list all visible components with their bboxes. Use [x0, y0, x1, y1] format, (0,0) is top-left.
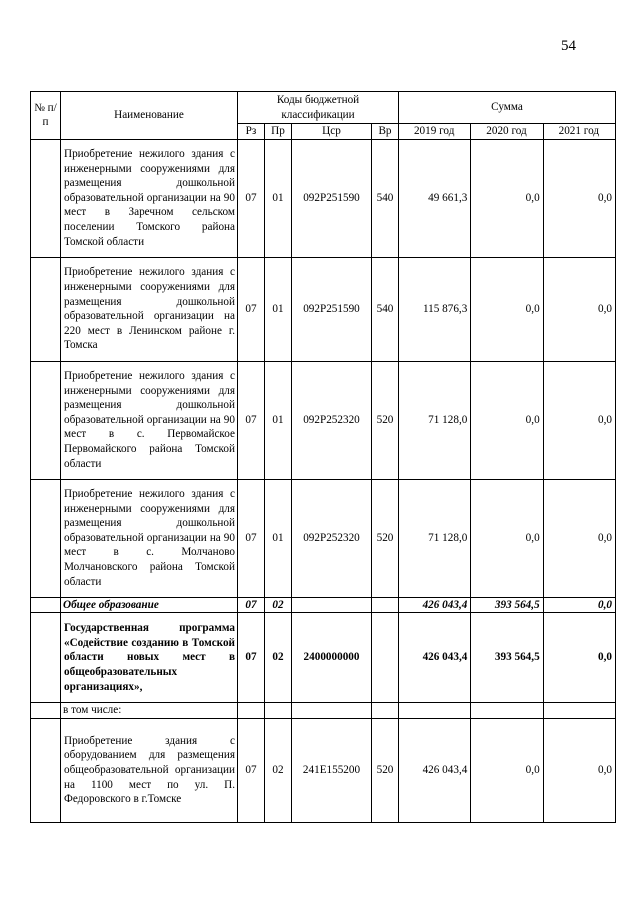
header-sum: Сумма: [399, 92, 616, 124]
row-2019: 115 876,3: [399, 257, 471, 361]
row-name: Приобретение нежилого здания с инженерными сооружениями для размещения дошкольной образовательной организации на 90 мест в Заречном сельском поселении Томского района Томской области: [61, 139, 238, 257]
row-2020: 0,0: [471, 139, 543, 257]
row-rz: 07: [238, 597, 265, 613]
header-pr: Пр: [265, 124, 292, 140]
row-pr: 01: [265, 257, 292, 361]
row-2019: 426 043,4: [399, 718, 471, 822]
row-num: [31, 613, 61, 703]
row-vr: 520: [372, 361, 399, 479]
row-name: Приобретение нежилого здания с инженерными сооружениями для размещения дошкольной образовательной организации на 90 мест в с. Молчаново Молчановского района Томской области: [61, 479, 238, 597]
row-2021: 0,0: [543, 613, 615, 703]
table-row: [31, 257, 616, 361]
row-name: в том числе:: [61, 703, 238, 719]
row-2021: 0,0: [543, 479, 615, 597]
row-csr: 2400000000: [292, 613, 372, 703]
row-num: [31, 361, 61, 479]
row-num: [31, 597, 61, 613]
page-number: 54: [561, 38, 576, 54]
table-row: [31, 479, 616, 597]
row-2019: 49 661,3: [399, 139, 471, 257]
header-2020: 2020 год: [471, 124, 543, 140]
row-rz: 07: [238, 361, 265, 479]
row-vr: 540: [372, 257, 399, 361]
row-rz: 07: [238, 139, 265, 257]
row-vr: [372, 613, 399, 703]
row-2019: 426 043,4: [399, 597, 471, 613]
row-csr: [292, 703, 372, 719]
row-2019: 71 128,0: [399, 479, 471, 597]
row-num: [31, 703, 61, 719]
row-pr: 02: [265, 597, 292, 613]
header-2021: 2021 год: [543, 124, 615, 140]
row-2019: 71 128,0: [399, 361, 471, 479]
row-2020: 0,0: [471, 361, 543, 479]
budget-table: [30, 91, 616, 823]
row-csr: 241E155200: [292, 718, 372, 822]
row-rz: 07: [238, 718, 265, 822]
row-name: Общее образование: [61, 597, 238, 613]
row-name: Государственная программа «Содействие созданию в Томской области новых мест в общеобразовательных организациях»,: [61, 613, 238, 703]
header-csr: Цср: [292, 124, 372, 140]
header-vr: Вр: [372, 124, 399, 140]
table-row: [31, 703, 616, 719]
row-rz: [238, 703, 265, 719]
row-pr: 01: [265, 479, 292, 597]
row-pr: 01: [265, 139, 292, 257]
row-name: Приобретение нежилого здания с инженерными сооружениями для размещения дошкольной образовательной организации на 220 мест в Ленинском районе г. Томска: [61, 257, 238, 361]
row-2021: [543, 703, 615, 719]
row-vr: 540: [372, 139, 399, 257]
row-2021: 0,0: [543, 597, 615, 613]
row-num: [31, 257, 61, 361]
row-name: Приобретение здания с оборудованием для размещения общеобразовательной организации на 1100 мест по ул. П. Федоровского в г.Томске: [61, 718, 238, 822]
table-row: [31, 361, 616, 479]
row-2019: [399, 703, 471, 719]
row-2020: 0,0: [471, 257, 543, 361]
row-pr: [265, 703, 292, 719]
row-2020: 0,0: [471, 479, 543, 597]
row-csr: 092P251590: [292, 257, 372, 361]
row-num: [31, 479, 61, 597]
row-pr: 02: [265, 718, 292, 822]
row-2021: 0,0: [543, 718, 615, 822]
row-csr: [292, 597, 372, 613]
row-pr: 01: [265, 361, 292, 479]
row-2020: 0,0: [471, 718, 543, 822]
row-vr: [372, 597, 399, 613]
row-2020: 393 564,5: [471, 597, 543, 613]
row-2021: 0,0: [543, 361, 615, 479]
row-2021: 0,0: [543, 139, 615, 257]
row-vr: 520: [372, 718, 399, 822]
table-row: [31, 139, 616, 257]
row-2021: 0,0: [543, 257, 615, 361]
table-row: [31, 718, 616, 822]
header-2019: 2019 год: [399, 124, 471, 140]
row-2020: [471, 703, 543, 719]
row-num: [31, 139, 61, 257]
row-rz: 07: [238, 257, 265, 361]
row-pr: 02: [265, 613, 292, 703]
row-num: [31, 718, 61, 822]
row-vr: [372, 703, 399, 719]
table-row: [31, 597, 616, 613]
header-num: № п/п: [31, 92, 61, 140]
row-rz: 07: [238, 479, 265, 597]
row-csr: 092P252320: [292, 479, 372, 597]
table-row: [31, 613, 616, 703]
header-name: Наименование: [61, 92, 238, 140]
row-2020: 393 564,5: [471, 613, 543, 703]
row-name: Приобретение нежилого здания с инженерными сооружениями для размещения дошкольной образовательной организации на 90 мест в с. Первомайское Первомайского района Томской области: [61, 361, 238, 479]
header-codes: Коды бюджетной классификации: [238, 92, 399, 124]
row-csr: 092P251590: [292, 139, 372, 257]
row-rz: 07: [238, 613, 265, 703]
row-vr: 520: [372, 479, 399, 597]
row-2019: 426 043,4: [399, 613, 471, 703]
header-rz: Рз: [238, 124, 265, 140]
row-csr: 092P252320: [292, 361, 372, 479]
